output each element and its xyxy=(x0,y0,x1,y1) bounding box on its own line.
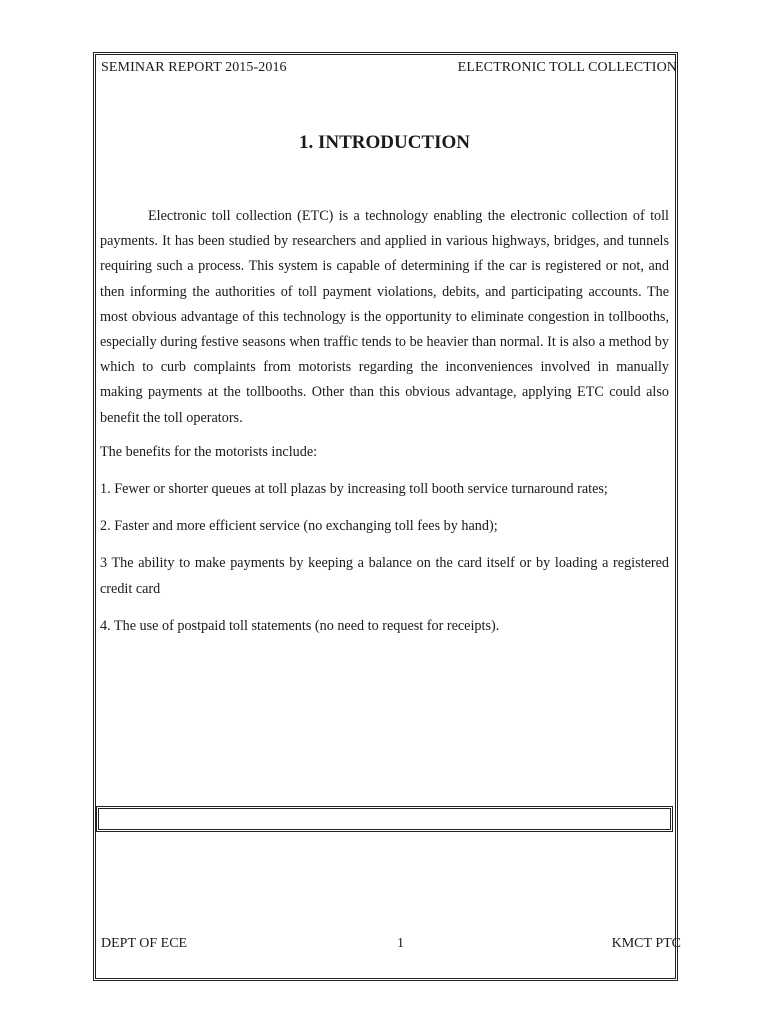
page-number: 1 xyxy=(397,936,404,951)
benefit-item-3: 3 The ability to make payments by keeping a balance on the card itself or by loading a registered credit card xyxy=(100,555,669,597)
benefits-intro: The benefits for the motorists include: xyxy=(100,443,318,460)
benefit-item-1: 1. Fewer or shorter queues at toll plazas by increasing toll booth service turnaround rates; xyxy=(100,481,608,498)
header-topic: ELECTRONIC TOLL COLLECTION xyxy=(457,60,677,75)
footer-institution: KMCT PTC xyxy=(611,936,681,951)
benefit-item-2: 2. Faster and more efficient service (no exchanging toll fees by hand); xyxy=(100,518,498,535)
body-content xyxy=(100,204,669,639)
footer-rule-box xyxy=(96,806,673,832)
benefit-item-4: 4. The use of postpaid toll statements (no need to request for receipts). xyxy=(100,617,500,634)
section-title: 1. INTRODUCTION xyxy=(298,132,471,153)
page-footer xyxy=(101,936,681,958)
header-report-title: SEMINAR REPORT 2015-2016 xyxy=(101,60,287,75)
footer-department: DEPT OF ECE xyxy=(101,936,188,951)
intro-paragraph: Electronic toll collection (ETC) is a technology enabling the electronic collection of toll payments. It has been studied by researchers and applied in various highways, bridges, and tunnels requiring such a process. This system is capable of determining if the car is registered or not, and then informing the authorities of toll payment violations, debits, and participating accounts. The most obvious advantage of this technology is the opportunity to eliminate congestion in tollbooths, especially during festive seasons when traffic tends to be heavier than normal. It is also a method by which to curb complaints from motorists regarding the inconveniences involved in manually making payments at the tollbooths. Other than this obvious advantage, applying ETC could also benefit the toll operators. xyxy=(100,208,669,426)
page-header xyxy=(101,58,677,80)
